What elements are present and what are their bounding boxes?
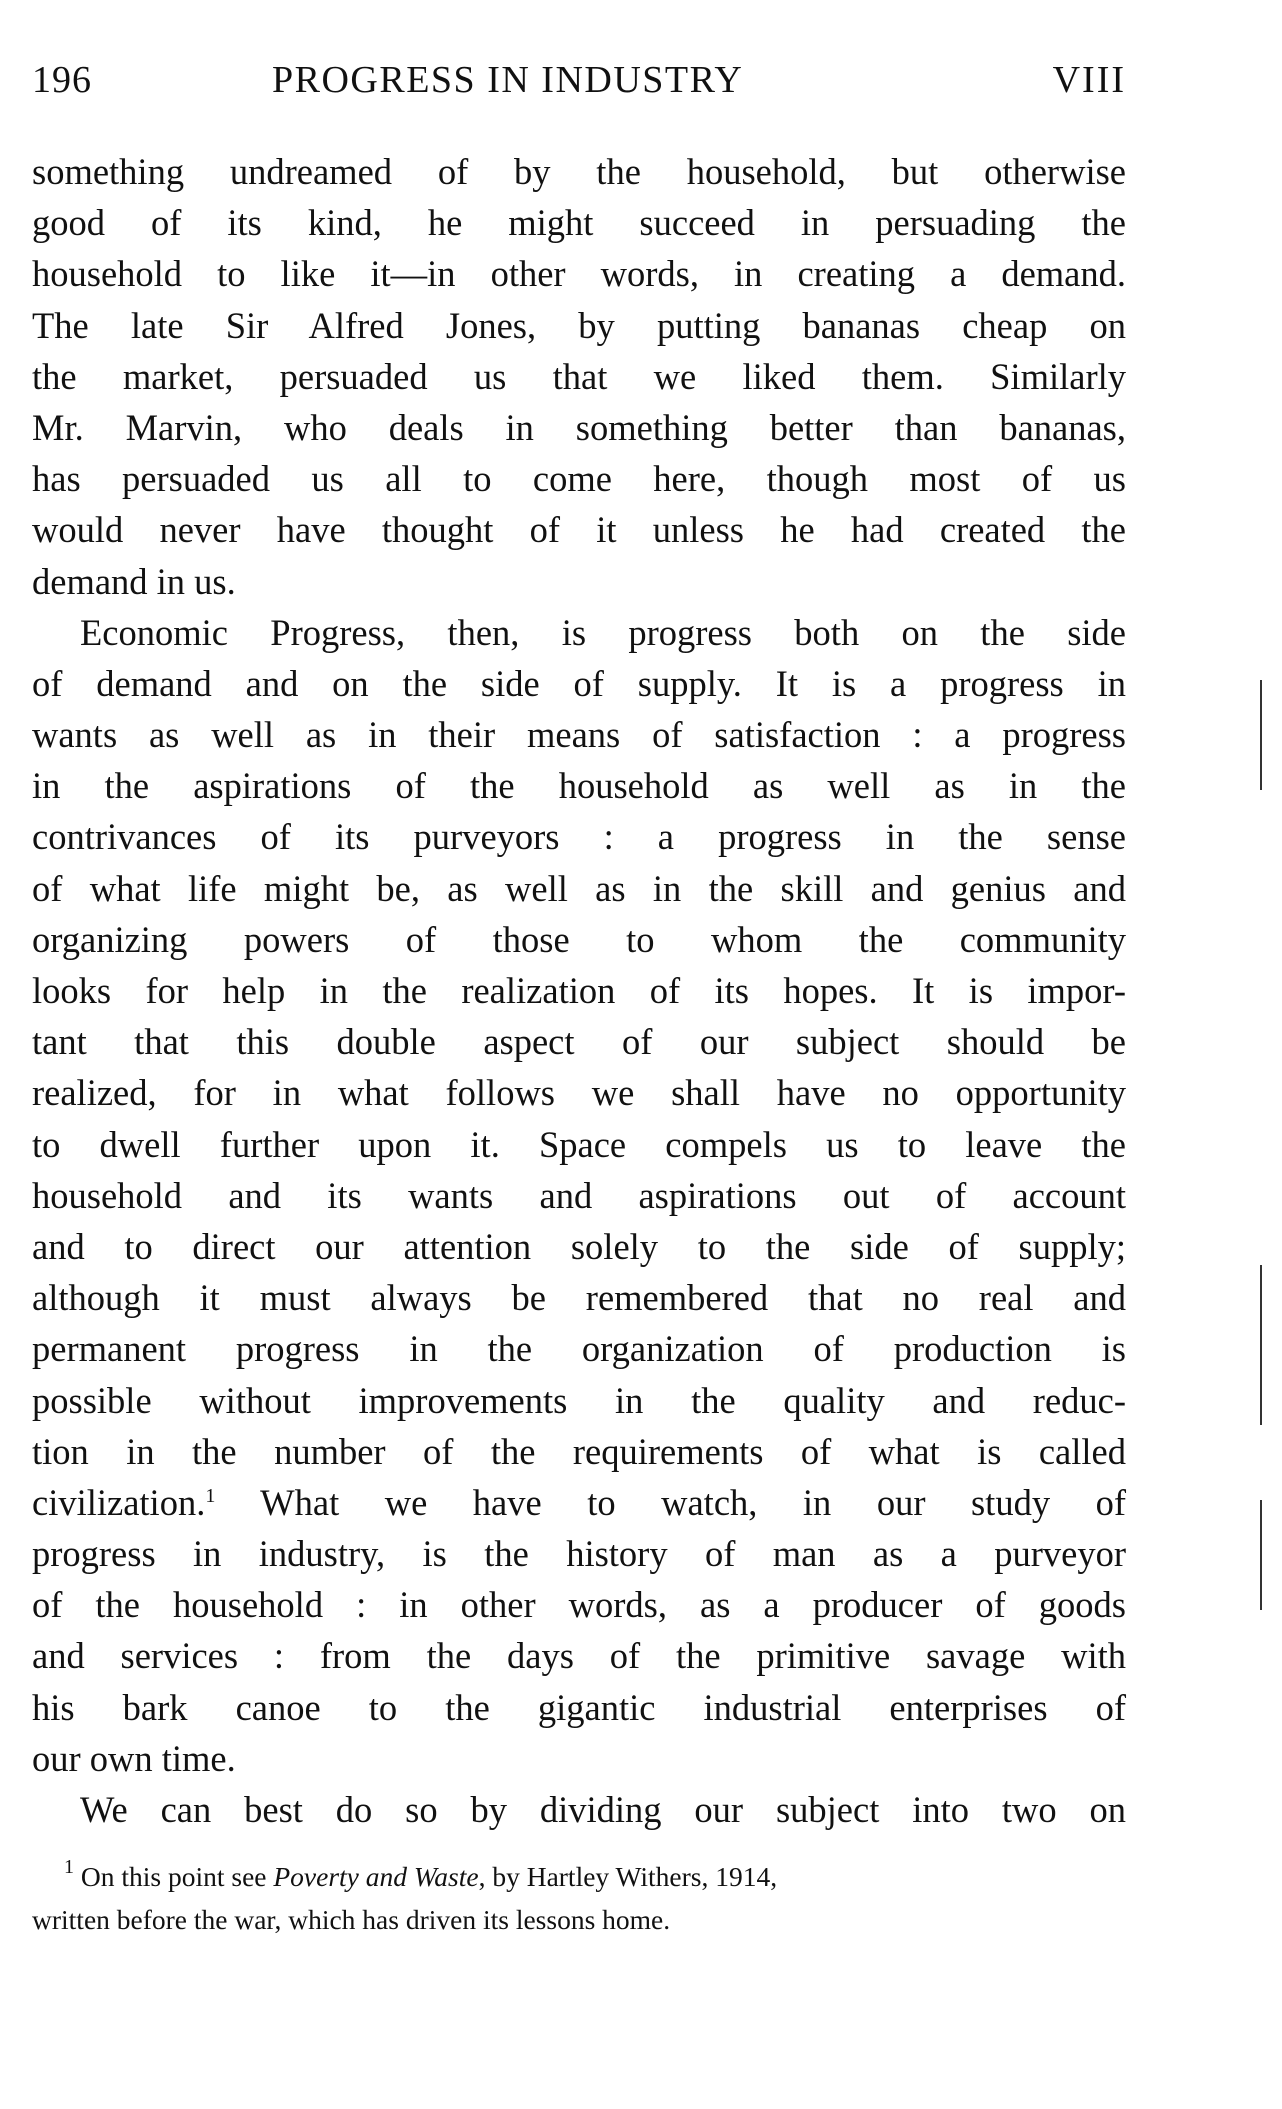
running-header: [32, 58, 1126, 108]
line-text: tant that this double aspect of our subject should be: [32, 1021, 1126, 1063]
text-line: [32, 1170, 1126, 1221]
line-text: organizing powers of those to whom the community: [32, 918, 1126, 960]
text-line: [32, 914, 1126, 965]
text-line: [32, 1323, 1126, 1374]
line-text: permanent progress in the organization of production is: [32, 1328, 1126, 1370]
text-line: [32, 504, 1126, 555]
text-line: [32, 1375, 1126, 1426]
line-text: of what life might be, as well as in the skill and genius and: [32, 867, 1126, 909]
text-line: [32, 300, 1126, 351]
line-text: of the household : in other words, as a producer of goods: [32, 1584, 1126, 1626]
scan-mark: [1260, 680, 1262, 790]
text-line: [32, 1784, 1126, 1835]
text-line: [32, 1528, 1126, 1579]
line-text: our own time.: [32, 1737, 236, 1779]
text-line: [32, 863, 1126, 914]
line-text: to dwell further upon it. Space compels us to leave the: [32, 1123, 1126, 1165]
text-line: [32, 1426, 1126, 1477]
text-line: [32, 453, 1126, 504]
body-text: [32, 146, 1126, 1835]
line-text: household to like it—in other words, in creating a demand.: [32, 253, 1126, 295]
line-text: The late Sir Alfred Jones, by putting bananas cheap on: [32, 304, 1126, 346]
chapter-number: VIII: [1052, 59, 1126, 101]
footnote: [32, 1855, 1142, 1941]
footnote-marker: 1: [64, 1856, 74, 1878]
text-line: [32, 1119, 1126, 1170]
text-line: [32, 1579, 1126, 1630]
line-text: the market, persuaded us that we liked them. Similarly: [32, 355, 1126, 397]
line-text: tion in the number of the requirements of what is called: [32, 1430, 1126, 1472]
text-line: [32, 1016, 1126, 1067]
line-text: his bark canoe to the gigantic industrial enterprises of: [32, 1686, 1126, 1728]
line-text: and services : from the days of the primitive savage with: [32, 1635, 1126, 1677]
line-text: We can best do so by dividing our subject into two on: [80, 1789, 1126, 1830]
line-text: What we have to watch, in our study of: [215, 1481, 1126, 1523]
text-line: [32, 248, 1126, 299]
text-line: [32, 1272, 1126, 1323]
line-text: and to direct our attention solely to the side of supply;: [32, 1225, 1126, 1267]
line-text: good of its kind, he might succeed in persuading the: [32, 202, 1126, 244]
line-text: Economic Progress, then, is progress both on the side: [80, 611, 1126, 653]
text-line: [32, 965, 1126, 1016]
text-line: [32, 197, 1126, 248]
line-text: household and its wants and aspirations out of account: [32, 1174, 1126, 1216]
page-number: 196: [32, 59, 92, 101]
line-text: something undreamed of by the household, but otherwise: [32, 151, 1126, 192]
text-line: [32, 1682, 1126, 1733]
footnote-line: written before the war, which has driven its lessons home.: [32, 1904, 671, 1935]
text-line: [32, 607, 1126, 658]
text-line: [32, 1477, 1126, 1528]
line-text: would never have thought of it unless he had created the: [32, 509, 1126, 551]
line-text: although it must always be remembered that no real and: [32, 1277, 1126, 1319]
running-title: PROGRESS IN INDUSTRY: [272, 59, 744, 101]
footnote-text: On this point see: [74, 1861, 274, 1892]
line-text: of demand and on the side of supply. It is a progress in: [32, 662, 1126, 704]
line-text: contrivances of its purveyors : a progress in the sense: [32, 816, 1126, 858]
line-text: realized, for in what follows we shall have no opportunity: [32, 1072, 1126, 1114]
text-line: [32, 1630, 1126, 1681]
line-text: Mr. Marvin, who deals in something better than bananas,: [32, 406, 1126, 448]
footnote-ref[interactable]: 1: [205, 1484, 216, 1507]
text-line: [32, 146, 1126, 197]
line-text: possible without improvements in the quality and reduc-: [32, 1379, 1126, 1421]
line-text: demand in us.: [32, 560, 236, 602]
cited-title: Poverty and Waste: [273, 1861, 479, 1892]
line-text: progress in industry, is the history of man as a purveyor: [32, 1533, 1126, 1575]
text-line: [32, 811, 1126, 862]
text-line: [32, 1733, 1126, 1784]
text-line: [32, 556, 1126, 607]
footnote-text: , by Hartley Withers, 1914,: [478, 1861, 778, 1892]
text-line: [32, 351, 1126, 402]
text-line: [32, 1067, 1126, 1118]
scan-mark: [1260, 1265, 1262, 1425]
line-text: looks for help in the realization of its hopes. It is impor-: [32, 970, 1126, 1011]
line-text: has persuaded us all to come here, though most of us: [32, 458, 1126, 500]
text-line: [32, 402, 1126, 453]
line-text: in the aspirations of the household as well as in the: [32, 765, 1126, 807]
text-line: [32, 760, 1126, 811]
line-text: wants as well as in their means of satisfaction : a progress: [32, 714, 1126, 756]
text-line: [32, 658, 1126, 709]
scan-mark: [1260, 1500, 1262, 1610]
text-line: [32, 709, 1126, 760]
line-text: civilization.: [32, 1481, 206, 1523]
text-line: [32, 1221, 1126, 1272]
